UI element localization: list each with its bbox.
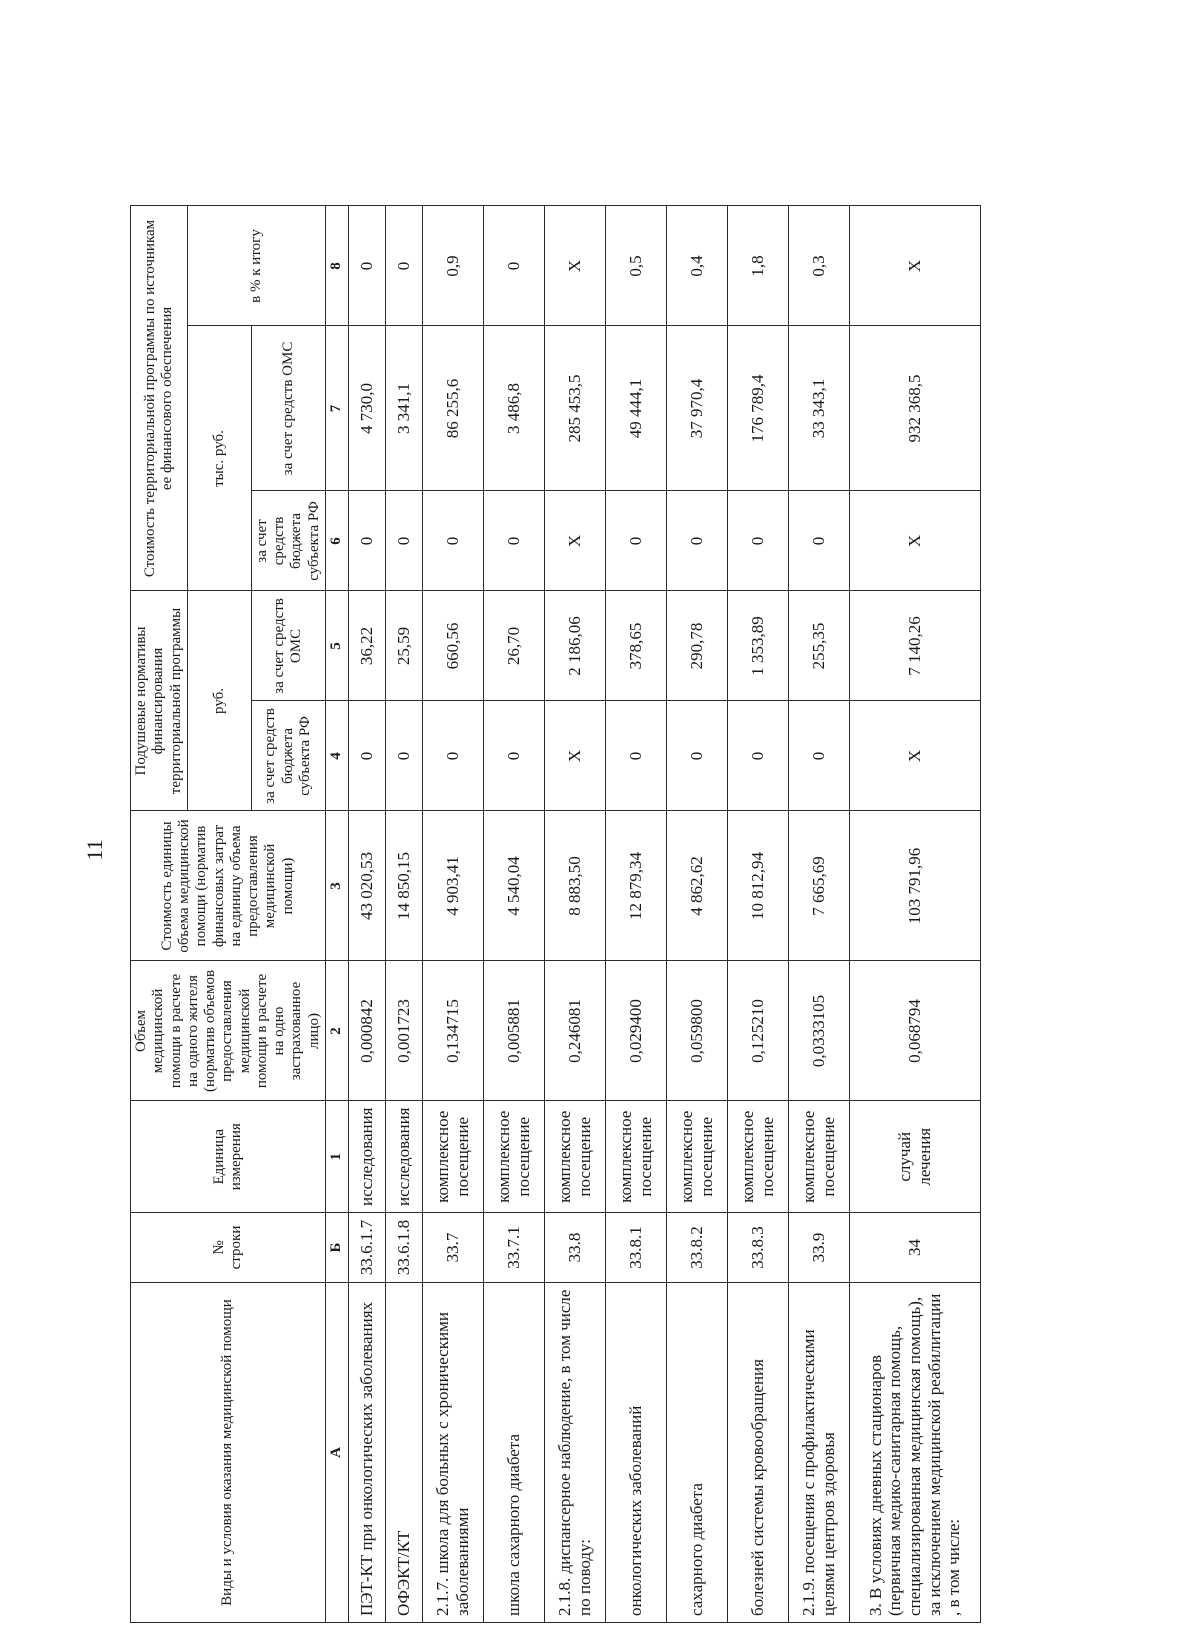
header-norms-unit: руб.	[187, 591, 251, 811]
cell-cost-oms: 86 255,6	[422, 326, 483, 491]
table-row	[605, 206, 666, 1623]
cell-cost-oms: 285 453,5	[544, 326, 605, 491]
cell-percent: 0,4	[666, 206, 727, 326]
cell-norm-oms: 36,22	[348, 591, 385, 701]
cell-cost-budget: 0	[605, 491, 666, 591]
header-cost-budget: за счет средств бюджета субъекта РФ	[251, 491, 325, 591]
cell-cost-oms: 33 343,1	[788, 326, 849, 491]
cell-percent: 1,8	[727, 206, 788, 326]
cell-unit-cost: 43 020,53	[348, 811, 385, 961]
cell-percent: 0	[483, 206, 544, 326]
cell-volume: 0,134715	[422, 961, 483, 1101]
header-cost-unit: тыс. руб.	[187, 326, 251, 591]
cell-unit: случай лечения	[849, 1101, 980, 1213]
cell-cost-budget: 0	[788, 491, 849, 591]
table-row	[422, 206, 483, 1623]
cell-unit: комплексное посещение	[544, 1101, 605, 1213]
cell-volume: 0,000842	[348, 961, 385, 1101]
cell-percent: 0,5	[605, 206, 666, 326]
cell-norm-oms: 378,65	[605, 591, 666, 701]
cell-norm-oms: 26,70	[483, 591, 544, 701]
cell-cost-oms: 49 444,1	[605, 326, 666, 491]
cell-norm-oms: 290,78	[666, 591, 727, 701]
cell-row-number: 33.8	[544, 1213, 605, 1283]
cell-volume: 0,005881	[483, 961, 544, 1101]
header-cost-oms: за счет средств ОМС	[251, 326, 325, 491]
header-unit-cost: Стоимость единицы объема медицинской помощи (норматив финансовых затрат на единицу объема предоставления медицинской помощи)	[131, 811, 326, 961]
table-row	[483, 206, 544, 1623]
cell-norm-budget: Х	[544, 701, 605, 811]
cell-cost-oms: 932 368,5	[849, 326, 980, 491]
cell-volume: 0,059800	[666, 961, 727, 1101]
cell-type: сахарного диабета	[666, 1283, 727, 1623]
table-row	[666, 206, 727, 1623]
cell-volume: 0,068794	[849, 961, 980, 1101]
cell-norm-budget: 0	[666, 701, 727, 811]
cell-type: школа сахарного диабета	[483, 1283, 544, 1623]
cell-percent: 0,3	[788, 206, 849, 326]
cell-cost-budget: 0	[422, 491, 483, 591]
cell-row-number: 33.8.2	[666, 1213, 727, 1283]
index-cell: 4	[325, 701, 348, 811]
cell-type: 2.1.9. посещения с профилактическими целями центров здоровья	[788, 1283, 849, 1623]
cell-row-number: 33.7.1	[483, 1213, 544, 1283]
cell-unit-cost: 7 665,69	[788, 811, 849, 961]
cell-cost-oms: 176 789,4	[727, 326, 788, 491]
cell-cost-budget: 0	[666, 491, 727, 591]
cell-cost-budget: Х	[544, 491, 605, 591]
cell-norm-oms: 25,59	[385, 591, 422, 701]
cell-unit: комплексное посещение	[727, 1101, 788, 1213]
index-cell: 1	[325, 1101, 348, 1213]
index-cell: 8	[325, 206, 348, 326]
index-cell: 6	[325, 491, 348, 591]
cell-type: 2.1.7. школа для больных с хроническими заболеваниями	[422, 1283, 483, 1623]
header-norms-oms: за счет средств ОМС	[251, 591, 325, 701]
cell-norm-oms: 1 353,89	[727, 591, 788, 701]
cell-unit: исследования	[385, 1101, 422, 1213]
cell-unit: комплексное посещение	[483, 1101, 544, 1213]
header-types: Виды и условия оказания медицинской помощи	[131, 1283, 326, 1623]
cell-norm-oms: 7 140,26	[849, 591, 980, 701]
cell-volume: 0,0333105	[788, 961, 849, 1101]
cell-unit: комплексное посещение	[666, 1101, 727, 1213]
cell-unit-cost: 10 812,94	[727, 811, 788, 961]
cell-unit-cost: 8 883,50	[544, 811, 605, 961]
cell-norm-oms: 2 186,06	[544, 591, 605, 701]
header-unit: Единица измерения	[131, 1101, 326, 1213]
financing-table	[130, 205, 981, 1623]
header-percent: в % к итогу	[187, 206, 325, 326]
cell-norm-oms: 255,35	[788, 591, 849, 701]
cell-row-number: 33.8.3	[727, 1213, 788, 1283]
cell-row-number: 33.6.1.7	[348, 1213, 385, 1283]
cell-norm-budget: 0	[385, 701, 422, 811]
cell-volume: 0,029400	[605, 961, 666, 1101]
index-cell: Б	[325, 1213, 348, 1283]
table-row	[385, 206, 422, 1623]
index-cell: 3	[325, 811, 348, 961]
cell-cost-oms: 3 486,8	[483, 326, 544, 491]
cell-percent: 0,9	[422, 206, 483, 326]
cell-row-number: 33.9	[788, 1213, 849, 1283]
cell-unit-cost: 4 540,04	[483, 811, 544, 961]
header-group-norms: Подушевые нормативы финансирования территориальной программы	[131, 591, 188, 811]
cell-norm-oms: 660,56	[422, 591, 483, 701]
cell-unit-cost: 14 850,15	[385, 811, 422, 961]
header-volume: Объем медицинской помощи в расчете на одного жителя (норматив объемов предоставления медицинской помощи в расчете на одно застрахованное лицо)	[131, 961, 326, 1101]
cell-cost-budget: Х	[849, 491, 980, 591]
cell-row-number: 33.7	[422, 1213, 483, 1283]
cell-row-number: 33.8.1	[605, 1213, 666, 1283]
cell-row-number: 34	[849, 1213, 980, 1283]
cell-unit: комплексное посещение	[605, 1101, 666, 1213]
cell-norm-budget: 0	[788, 701, 849, 811]
table-row	[348, 206, 385, 1623]
table-row	[849, 206, 980, 1623]
cell-percent: 0	[385, 206, 422, 326]
cell-type: болезней системы кровообращения	[727, 1283, 788, 1623]
cell-norm-budget: 0	[348, 701, 385, 811]
cell-unit-cost: 4 862,62	[666, 811, 727, 961]
cell-norm-budget: Х	[849, 701, 980, 811]
cell-norm-budget: 0	[483, 701, 544, 811]
cell-row-number: 33.6.1.8	[385, 1213, 422, 1283]
cell-type: 2.1.8. диспансерное наблюдение, в том числе по поводу:	[544, 1283, 605, 1623]
index-cell: 7	[325, 326, 348, 491]
cell-percent: 0	[348, 206, 385, 326]
table-row	[544, 206, 605, 1623]
cell-type: ПЭТ-КТ при онкологических заболеваниях	[348, 1283, 385, 1623]
index-cell: 2	[325, 961, 348, 1101]
cell-type: ОФЭКТ/КТ	[385, 1283, 422, 1623]
cell-cost-oms: 4 730,0	[348, 326, 385, 491]
table-row	[727, 206, 788, 1623]
cell-unit-cost: 4 903,41	[422, 811, 483, 961]
cell-cost-oms: 3 341,1	[385, 326, 422, 491]
cell-type: онкологических заболеваний	[605, 1283, 666, 1623]
index-cell: 5	[325, 591, 348, 701]
cell-type: 3. В условиях дневных стационаров (первичная медико-санитарная помощь, специализированная медицинская помощь), за исключением медицинской реабилитации , в том числе:	[849, 1283, 980, 1623]
cell-cost-budget: 0	[348, 491, 385, 591]
page-number: 11	[82, 839, 107, 861]
cell-volume: 0,001723	[385, 961, 422, 1101]
header-norms-budget: за счет средств бюджета субъекта РФ	[251, 701, 325, 811]
cell-norm-budget: 0	[422, 701, 483, 811]
cell-unit: комплексное посещение	[788, 1101, 849, 1213]
cell-unit: комплексное посещение	[422, 1101, 483, 1213]
cell-cost-budget: 0	[483, 491, 544, 591]
cell-cost-budget: 0	[727, 491, 788, 591]
cell-cost-oms: 37 970,4	[666, 326, 727, 491]
cell-volume: 0,125210	[727, 961, 788, 1101]
cell-percent: Х	[849, 206, 980, 326]
header-group-cost: Стоимость территориальной программы по источникам ее финансового обеспечения	[131, 206, 188, 591]
cell-norm-budget: 0	[605, 701, 666, 811]
cell-cost-budget: 0	[385, 491, 422, 591]
header-row-number: № строки	[131, 1213, 326, 1283]
cell-unit-cost: 103 791,96	[849, 811, 980, 961]
cell-unit: исследования	[348, 1101, 385, 1213]
index-cell: А	[325, 1283, 348, 1623]
cell-volume: 0,246081	[544, 961, 605, 1101]
table-row	[788, 206, 849, 1623]
cell-unit-cost: 12 879,34	[605, 811, 666, 961]
table-container	[130, 205, 981, 1623]
cell-percent: Х	[544, 206, 605, 326]
cell-norm-budget: 0	[727, 701, 788, 811]
